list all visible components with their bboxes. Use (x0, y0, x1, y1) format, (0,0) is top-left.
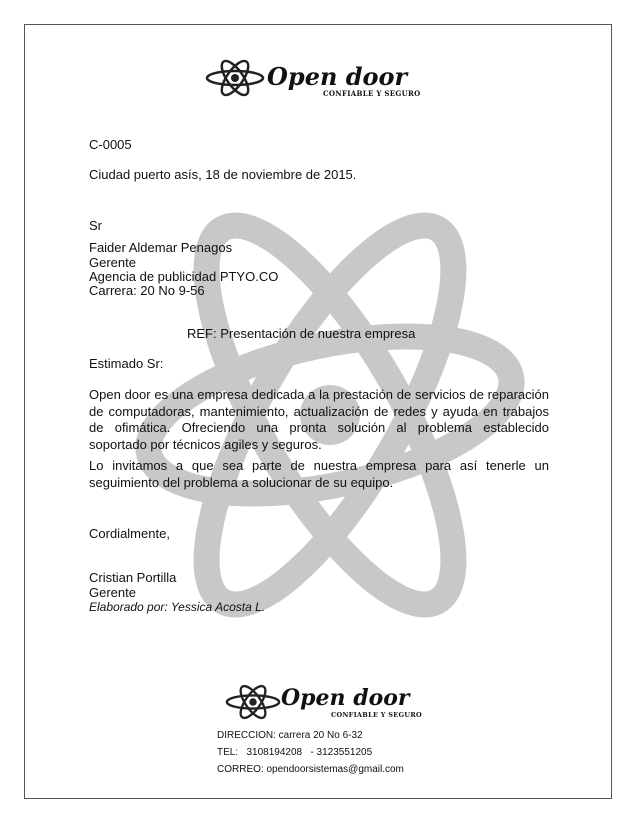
letterhead-brand: Open door (267, 62, 408, 91)
signer-name: Cristian Portilla (89, 570, 177, 585)
footer-phones: TEL: 3108194208 - 3123551205 (217, 747, 373, 758)
recipient-position: Gerente (89, 255, 136, 270)
place-date: Ciudad puerto asís, 18 de noviembre de 2015. (89, 167, 357, 182)
footer-email: CORREO: opendoorsistemas@gmail.com (217, 764, 404, 775)
prepared-by: Elaborado por: Yessica Acosta L. (89, 600, 266, 614)
letterhead-logo (205, 58, 425, 100)
closing: Cordialmente, (89, 526, 170, 541)
salutation-title: Sr (89, 218, 102, 233)
recipient-address: Carrera: 20 No 9-56 (89, 283, 205, 298)
greeting: Estimado Sr: (89, 356, 164, 371)
atom-footer-logo-icon (225, 683, 281, 721)
atom-logo-icon (205, 58, 265, 98)
recipient-company: Agencia de publicidad PTYO.CO (89, 269, 279, 284)
letter-code: C-0005 (89, 137, 132, 152)
footer-brand: Open door (281, 685, 410, 711)
footer-address: DIRECCION: carrera 20 No 6-32 (217, 730, 363, 741)
footer-tagline: CONFIABLE Y SEGURO (331, 711, 422, 719)
body-paragraph-1: Open door es una empresa dedicada a la prestación de servicios de reparación de computadoras, mantenimiento, actualización de redes y ayuda en trabajos de ofimática. Ofreciendo una pronta solución al problema establecido soportado por técnicos agiles y seguros. (89, 387, 549, 452)
reference-line: REF: Presentación de nuestra empresa (187, 326, 416, 341)
signer-position: Gerente (89, 585, 136, 600)
recipient-name: Faider Aldemar Penagos (89, 240, 233, 255)
footer-logo (225, 683, 422, 723)
letterhead-tagline: CONFIABLE Y SEGURO (323, 89, 421, 98)
body-paragraph-2: Lo invitamos a que sea parte de nuestra empresa para así tenerle un seguimiento del problema a solucionar de su equipo. (89, 458, 549, 490)
